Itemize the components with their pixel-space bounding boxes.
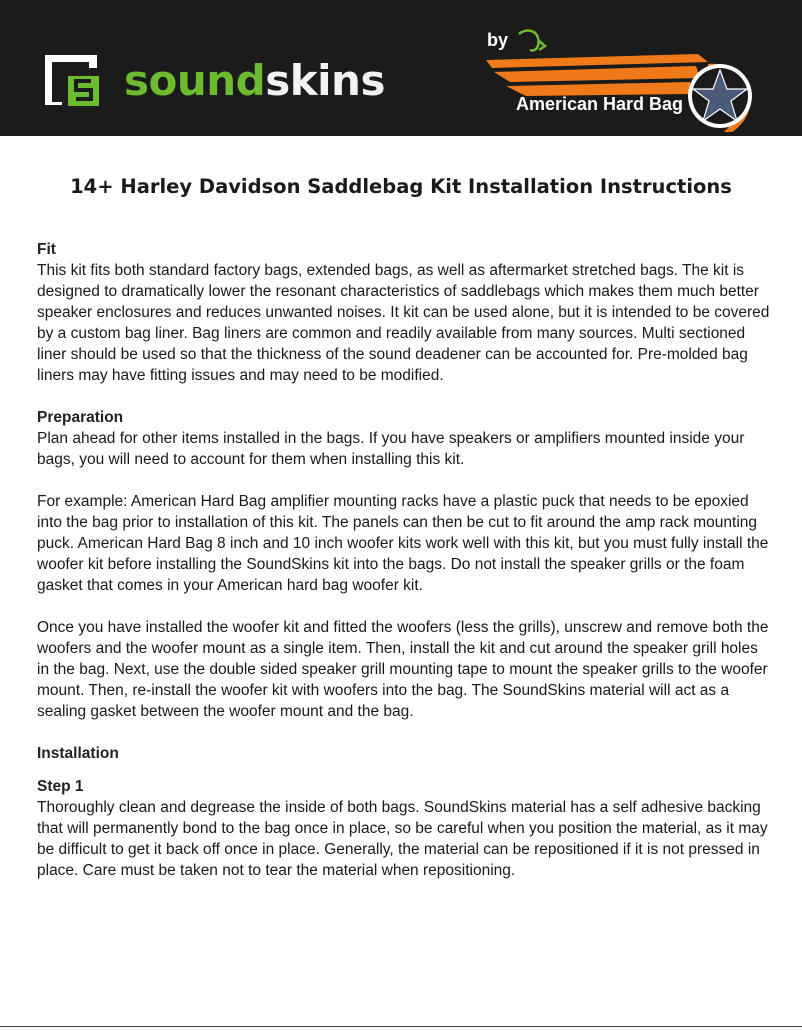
installation-heading: Installation <box>37 745 119 762</box>
brand-primary: sound <box>124 56 266 105</box>
partner-name: American Hard Bag <box>516 94 684 114</box>
bottom-divider <box>0 1026 802 1027</box>
preparation-heading: Preparation <box>37 409 124 426</box>
document-body <box>37 239 772 881</box>
fit-paragraph: This kit fits both standard factory bags, extended bags, as well as aftermarket stretched bags. The kit is designed to dramatically lower the resonant characteristics of saddlebags which makes them much better speaker enclosures and reduces unwanted noises. It kit can be used alone, but it is intended to be covered by a custom bag liner. Bag liners are common and readily available from many sources. Multi sectioned liner should be used so that the thickness of the sound deadener can be accounted for. Pre-molded bag liners may have fitting issues and may need to be modified. <box>37 262 770 384</box>
by-label: by <box>487 30 509 50</box>
fit-heading: Fit <box>37 241 56 258</box>
header-banner <box>0 0 802 136</box>
page-title: 14+ Harley Davidson Saddlebag Kit Installation Instructions <box>70 175 732 198</box>
preparation-paragraph-1: Plan ahead for other items installed in the bags. If you have speakers or amplifiers mounted inside your bags, you will need to account for them when installing this kit. <box>37 430 745 468</box>
step-1-paragraph: Thoroughly clean and degrease the inside of both bags. SoundSkins material has a self adhesive backing that will permanently bond to the bag once in place, so be careful when you position the material, as it may be difficult to get it back off once in place. Generally, the material can be repositioned if it is not pressed in place. Care must be taken not to tear the material when repositioning. <box>37 799 768 879</box>
soundskins-wordmark <box>124 56 385 106</box>
step-1-heading: Step 1 <box>37 778 84 795</box>
preparation-paragraph-2: For example: American Hard Bag amplifier mounting racks have a plastic puck that needs to be epoxied into the bag prior to installation of this kit. The panels can then be cut to fit around the amp rack mounting puck. American Hard Bag 8 inch and 10 inch woofer kits work well with this kit, but you must fully install the woofer kit before installing the SoundSkins kit into the bags. Do not install the speaker grills or the foam gasket that comes in your American hard bag woofer kit. <box>37 493 769 594</box>
brand-secondary: skins <box>265 56 385 105</box>
preparation-paragraph-3: Once you have installed the woofer kit and fitted the woofers (less the grills), unscrew and remove both the woofers and the woofer mount as a single item. Then, install the kit and cut around the speaker grill holes in the bag. Next, use the double sided speaker grill mounting tape to mount the speaker grills to the woofer mount. Then, re-install the woofer kit with woofers into the bag. The SoundSkins material will act as a sealing gasket between the woofer mount and the bag. <box>37 619 769 720</box>
soundskins-logo-icon <box>42 52 100 108</box>
